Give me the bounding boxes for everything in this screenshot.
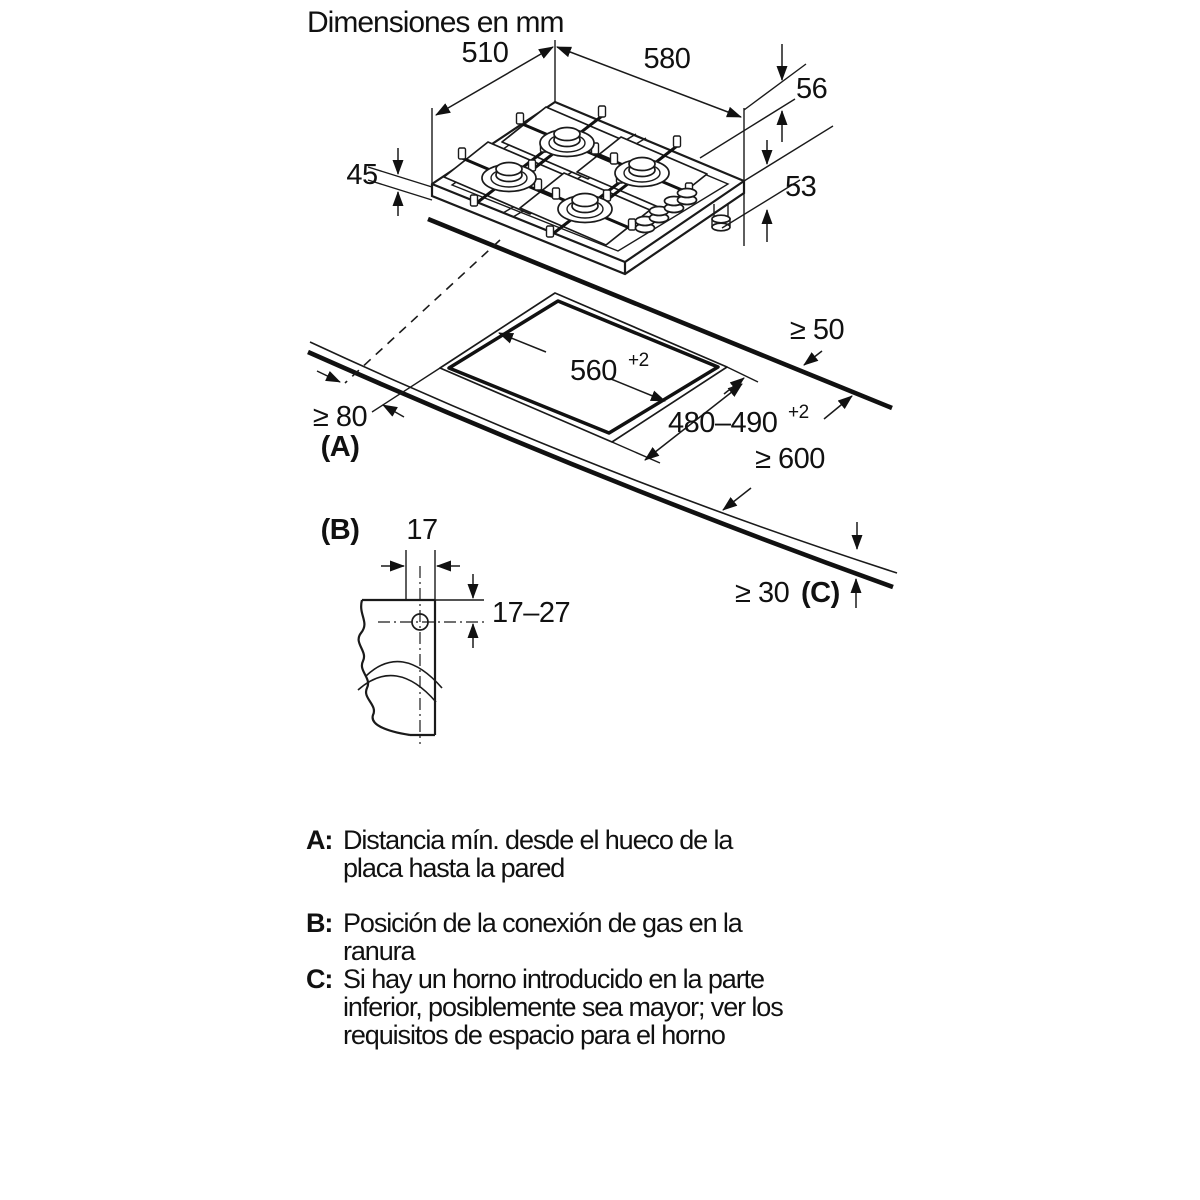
worktop-depth-label: ≥ 600 — [755, 443, 825, 475]
legend-text-b-line2: ranura — [343, 936, 415, 966]
gas-depth-range-label: 17–27 — [492, 597, 571, 629]
gas-slot-width-label: 17 — [406, 514, 438, 546]
hob-width-label: 580 — [643, 43, 691, 75]
worktop-thickness-ref: (C) — [801, 577, 840, 609]
hob-install-depth-label: 53 — [785, 171, 817, 203]
legend-text-c-line3: requisitos de espacio para el horno — [343, 1020, 725, 1050]
rail-cross-section — [358, 600, 442, 735]
dim-hob-front-height — [346, 148, 432, 216]
legend-item-b — [306, 909, 826, 965]
dim-hob-depth — [436, 37, 553, 115]
side-clearance-label: ≥ 80 — [312, 401, 368, 433]
legend — [306, 826, 826, 1049]
legend-item-c — [306, 965, 826, 1049]
cutout-width-label: 560 — [570, 355, 617, 387]
wall-clearance-label: ≥ 50 — [789, 314, 845, 346]
cutout-width-tolerance: +2 — [628, 350, 649, 371]
hob-edge-height-label: 56 — [796, 73, 828, 105]
break-mark — [358, 676, 436, 702]
gas-connection-detail — [321, 514, 571, 744]
gas-detail-ref: (B) — [320, 514, 360, 546]
hob-isometric-view — [346, 37, 833, 274]
cutout-depth-label: 480–490 — [668, 407, 778, 439]
cutout-depth-tolerance: +2 — [788, 402, 809, 423]
legend-text-c-line2: inferior, posiblemente sea mayor; ver los — [343, 992, 783, 1022]
worktop-cutout-view — [308, 219, 897, 609]
gas-connection-foot — [712, 203, 730, 231]
page-title: Dimensiones en mm — [307, 6, 564, 39]
worktop-thickness-label: ≥ 30 — [735, 577, 790, 609]
legend-text-b-line1: Posición de la conexión de gas en la — [343, 908, 742, 938]
dim-gas-depth-range — [435, 574, 570, 648]
legend-item-a — [306, 826, 826, 882]
break-mark — [366, 662, 442, 688]
side-clearance-ref: (A) — [320, 431, 360, 463]
legend-key-c: C: — [306, 964, 333, 994]
legend-key-a: A: — [306, 825, 333, 855]
dim-hob-width — [557, 43, 741, 117]
legend-text-a-line2: placa hasta la pared — [343, 853, 565, 883]
legend-text-c-line1: Si hay un horno introducido en la parte — [343, 964, 764, 994]
hob-depth-label: 510 — [461, 37, 509, 69]
legend-key-b: B: — [306, 908, 333, 938]
hob-front-height-label: 45 — [346, 159, 378, 191]
legend-text-a-line1: Distancia mín. desde el hueco de la — [343, 825, 733, 855]
